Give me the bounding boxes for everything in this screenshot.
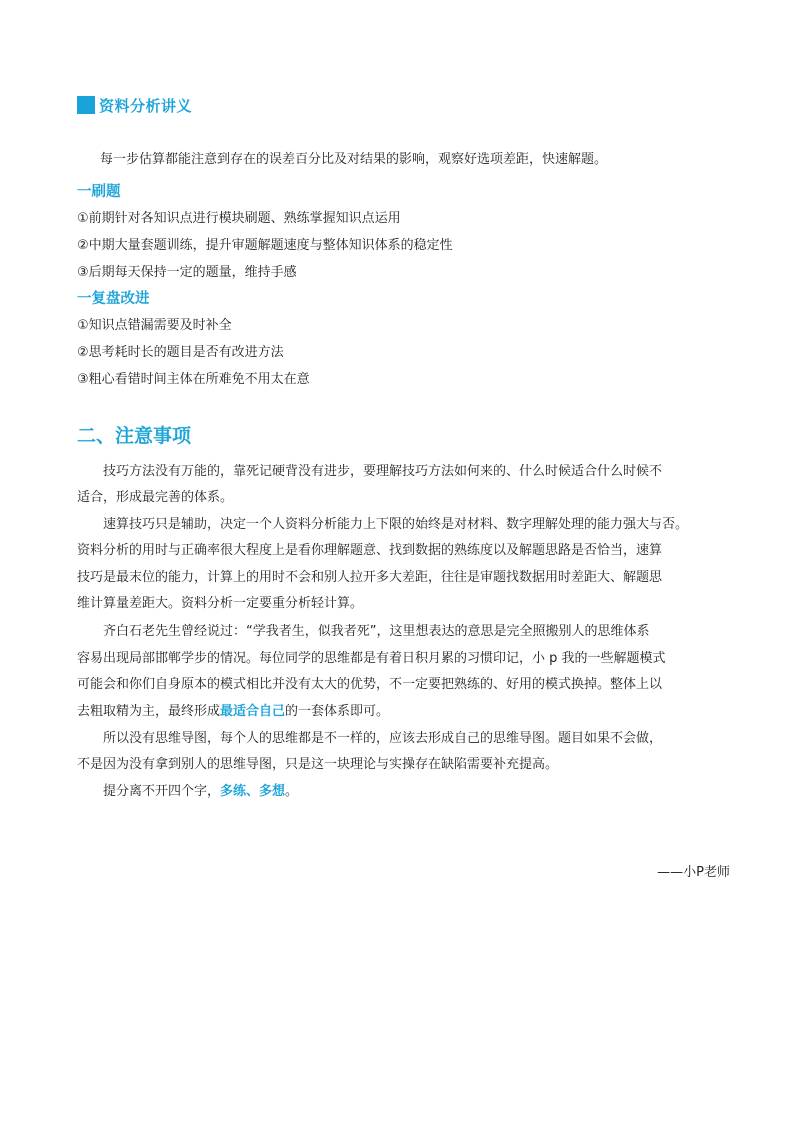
review-item-3: ③粗心看错时间主体在所难免不用太在意 [77,372,310,387]
notes-p4-line-1: 所以没有思维导图，每个人的思维都是不一样的，应该去形成自己的思维导图。题目如果不会做， [103,731,663,746]
review-heading: 一复盘改进 [77,291,150,307]
notes-p1-line-2: 适合，形成最完善的体系。 [77,490,234,505]
brush-item-3: ③后期每天保持一定的题量，维持手感 [77,265,297,280]
notes-p3-last-after: 的一套体系即可。 [285,704,390,719]
notes-p2-line-3: 技巧是最末位的能力，计算上的用时不会和别人拉开多大差距，往往是审题找数据用时差距大、解题思 [77,570,663,585]
notes-p2-line-4: 维计算量差距大。资料分析一定要重分析轻计算。 [77,596,364,611]
highlight-most-suitable: 最适合自己 [220,704,286,719]
notes-p1-line-1: 技巧方法没有万能的，靠死记硬背没有进步，要理解技巧方法如何来的、什么时候适合什么时候不 [103,464,663,479]
review-item-1: ①知识点错漏需要及时补全 [77,318,232,333]
lecture-header [77,94,192,116]
intro-paragraph: 每一步估算都能注意到存在的误差百分比及对结果的影响，观察好选项差距，快速解题。 [100,152,608,167]
notes-p3-line-3: 可能会和你们自身原本的模式相比并没有太大的优势，不一定要把熟练的、好用的模式换掉。整体上以 [77,677,663,692]
notes-p5-after: 。 [285,784,299,799]
notes-p5-before: 提分离不开四个字， [103,784,221,799]
notes-p3-line-4 [77,700,389,719]
brush-item-2: ②中期大量套题训练，提升审题解题速度与整体知识体系的稳定性 [77,238,453,253]
notes-p2-line-2: 资料分析的用时与正确率很大程度上是看你理解题意、找到数据的熟练度以及解题思路是否恰当，速算 [77,543,663,558]
square-bullet-icon [77,96,95,114]
notes-p5-line [103,780,298,799]
notes-p3-line-2: 容易出现局部邯郸学步的情况。每位同学的思维都是有着日积月累的习惯印记，小 p 我的一些解题模式 [77,651,666,666]
brush-heading: 一刷题 [77,184,121,200]
review-item-2: ②思考耗时长的题目是否有改进方法 [77,345,284,360]
lecture-title: 资料分析讲义 [99,96,193,115]
brush-item-1: ①前期针对各知识点进行模块刷题、熟练掌握知识点运用 [77,211,401,226]
notes-p4-line-2: 不是因为没有拿到别人的思维导图，只是这一块理论与实操存在缺陷需要补充提高。 [77,757,559,772]
teacher-signature: ——小P老师 [657,865,730,880]
highlight-practice-think: 多练、多想 [220,784,286,799]
notes-p3-line-1: 齐白石老先生曾经说过：“学我者生，似我者死”，这里想表达的意思是完全照搬别人的思维体系 [103,624,650,639]
notes-p2-line-1: 速算技巧只是辅助，决定一个人资料分析能力上下限的始终是对材料、数字理解处理的能力强大与否。 [103,517,689,532]
notes-section-title: 二、注意事项 [77,425,192,447]
notes-p3-last-before: 去粗取精为主，最终形成 [77,704,221,719]
